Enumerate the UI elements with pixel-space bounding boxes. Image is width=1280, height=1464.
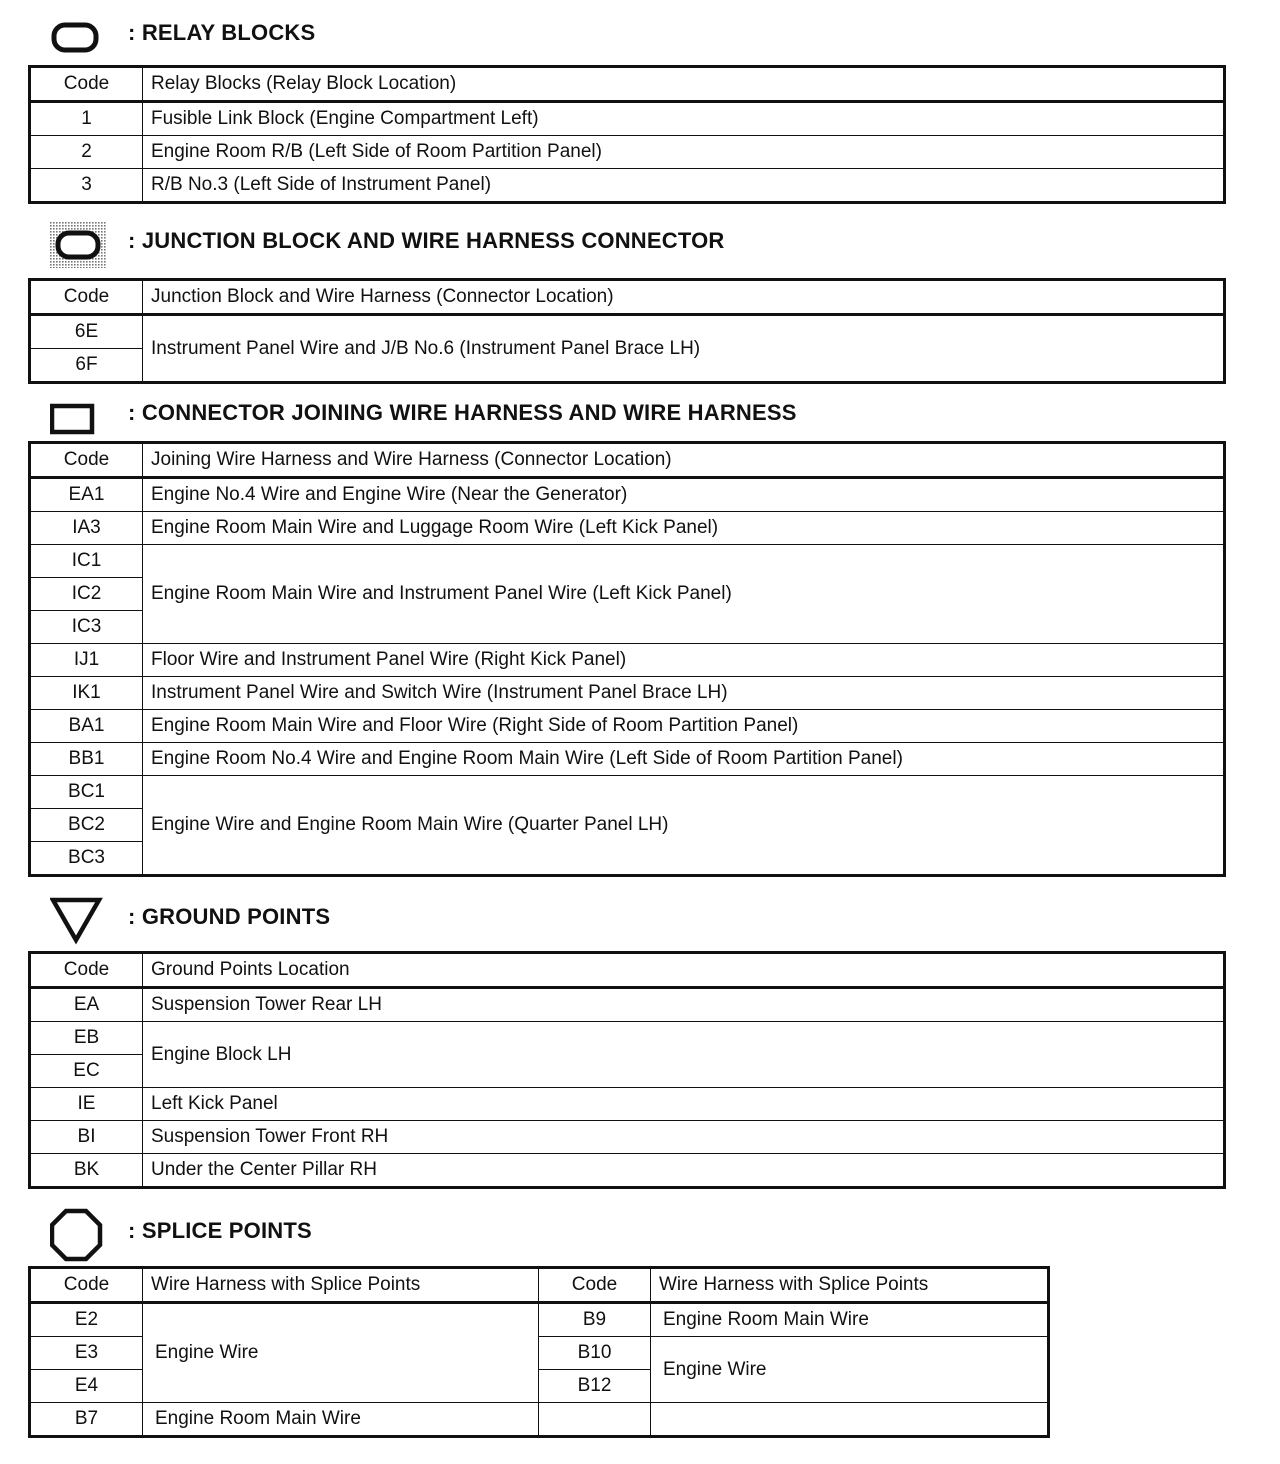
relay-blocks-heading <box>50 14 650 64</box>
code-cell: EA <box>31 988 143 1022</box>
connector-heading <box>50 398 900 448</box>
empty-cell <box>651 1403 1048 1436</box>
relay-blocks-table <box>30 67 1224 202</box>
code-cell: 1 <box>31 102 143 136</box>
code-cell: 6F <box>31 349 143 382</box>
description-column-header: Junction Block and Wire Harness (Connector Location) <box>143 281 1224 315</box>
code-cell: B9 <box>539 1303 651 1337</box>
description-column-header: Ground Points Location <box>143 954 1224 988</box>
table-row <box>31 644 1224 677</box>
description-cell: Engine Wire <box>143 1303 539 1403</box>
table-row <box>31 1088 1224 1121</box>
splice-points-heading <box>50 1208 650 1258</box>
description-cell: Left Kick Panel <box>143 1088 1224 1121</box>
code-cell: 2 <box>31 136 143 169</box>
code-cell: B7 <box>31 1403 143 1436</box>
code-cell: BC2 <box>31 809 143 842</box>
code-column-header: Code <box>31 281 143 315</box>
relay-block-symbol-icon <box>50 14 100 54</box>
table-row <box>31 776 1224 809</box>
ground-points-title: : GROUND POINTS <box>128 904 331 929</box>
code-cell: BA1 <box>31 710 143 743</box>
code-column-header: Code <box>31 444 143 478</box>
table-row <box>31 136 1224 169</box>
splice-points-table <box>30 1268 1048 1436</box>
description-cell: Engine Block LH <box>143 1022 1224 1088</box>
table-row <box>31 988 1224 1022</box>
description-cell: Suspension Tower Rear LH <box>143 988 1224 1022</box>
code-cell: IE <box>31 1088 143 1121</box>
table-row <box>31 545 1224 578</box>
table-header-row <box>31 68 1224 102</box>
description-cell: R/B No.3 (Left Side of Instrument Panel) <box>143 169 1224 202</box>
table-header-row <box>31 281 1224 315</box>
code-cell: BB1 <box>31 743 143 776</box>
code-cell: 6E <box>31 315 143 349</box>
code-cell: E3 <box>31 1337 143 1370</box>
code-cell: B10 <box>539 1337 651 1370</box>
description-cell: Suspension Tower Front RH <box>143 1121 1224 1154</box>
code-cell: IJ1 <box>31 644 143 677</box>
code-cell: IC2 <box>31 578 143 611</box>
table-row <box>31 169 1224 202</box>
description-cell: Engine Room No.4 Wire and Engine Room Main Wire (Left Side of Room Partition Panel) <box>143 743 1224 776</box>
table-row <box>31 512 1224 545</box>
connector-symbol-icon <box>50 398 100 438</box>
table-row <box>31 102 1224 136</box>
description-cell: Engine Room Main Wire <box>651 1303 1048 1337</box>
description-cell: Engine Wire <box>651 1337 1048 1403</box>
table-row <box>31 710 1224 743</box>
description-cell: Instrument Panel Wire and Switch Wire (Instrument Panel Brace LH) <box>143 677 1224 710</box>
junction-block-title: : JUNCTION BLOCK AND WIRE HARNESS CONNECTOR <box>128 228 725 253</box>
description-cell: Under the Center Pillar RH <box>143 1154 1224 1187</box>
code-cell: BC3 <box>31 842 143 875</box>
code-cell: EB <box>31 1022 143 1055</box>
description-cell: Engine Wire and Engine Room Main Wire (Quarter Panel LH) <box>143 776 1224 875</box>
code-column-header: Code <box>31 68 143 102</box>
table-row <box>31 1403 1048 1436</box>
description-cell: Instrument Panel Wire and J/B No.6 (Instrument Panel Brace LH) <box>143 315 1224 382</box>
table-row <box>31 1303 1048 1337</box>
code-cell: BC1 <box>31 776 143 809</box>
description-column-header: Relay Blocks (Relay Block Location) <box>143 68 1224 102</box>
table-row <box>31 1022 1224 1055</box>
description-column-header: Wire Harness with Splice Points <box>651 1269 1048 1303</box>
relay-blocks-title: : RELAY BLOCKS <box>128 20 316 45</box>
description-column-header: Wire Harness with Splice Points <box>143 1269 539 1303</box>
table-row <box>31 1121 1224 1154</box>
junction-block-heading <box>50 222 850 272</box>
code-cell: IC1 <box>31 545 143 578</box>
description-cell: Engine Room Main Wire and Floor Wire (Right Side of Room Partition Panel) <box>143 710 1224 743</box>
code-column-header: Code <box>31 954 143 988</box>
splice-points-title: : SPLICE POINTS <box>128 1218 312 1243</box>
table-row <box>31 315 1224 349</box>
code-column-header: Code <box>539 1269 651 1303</box>
table-row <box>31 743 1224 776</box>
ground-points-heading <box>50 896 650 946</box>
description-cell: Engine Room R/B (Left Side of Room Partition Panel) <box>143 136 1224 169</box>
description-cell: Floor Wire and Instrument Panel Wire (Right Kick Panel) <box>143 644 1224 677</box>
table-header-row <box>31 444 1224 478</box>
code-cell: IC3 <box>31 611 143 644</box>
connector-table <box>30 443 1224 875</box>
code-cell: E4 <box>31 1370 143 1403</box>
table-header-row <box>31 954 1224 988</box>
description-cell: Engine No.4 Wire and Engine Wire (Near the Generator) <box>143 478 1224 512</box>
code-cell: 3 <box>31 169 143 202</box>
code-cell: EA1 <box>31 478 143 512</box>
description-cell: Fusible Link Block (Engine Compartment Left) <box>143 102 1224 136</box>
empty-cell <box>539 1403 651 1436</box>
code-cell: IA3 <box>31 512 143 545</box>
description-cell: Engine Room Main Wire <box>143 1403 539 1436</box>
table-row <box>31 478 1224 512</box>
code-cell: EC <box>31 1055 143 1088</box>
code-cell: IK1 <box>31 677 143 710</box>
code-cell: E2 <box>31 1303 143 1337</box>
splice-point-symbol-icon <box>50 1208 106 1264</box>
ground-points-table <box>30 953 1224 1187</box>
code-column-header: Code <box>31 1269 143 1303</box>
table-row <box>31 1154 1224 1187</box>
connector-title: : CONNECTOR JOINING WIRE HARNESS AND WIRE HARNESS <box>128 400 797 425</box>
junction-block-symbol-icon <box>50 222 110 272</box>
ground-point-symbol-icon <box>50 896 106 946</box>
code-cell: B12 <box>539 1370 651 1403</box>
description-cell: Engine Room Main Wire and Luggage Room Wire (Left Kick Panel) <box>143 512 1224 545</box>
code-cell: BK <box>31 1154 143 1187</box>
table-header-row <box>31 1269 1048 1303</box>
description-column-header: Joining Wire Harness and Wire Harness (Connector Location) <box>143 444 1224 478</box>
table-row <box>31 677 1224 710</box>
code-cell: BI <box>31 1121 143 1154</box>
description-cell: Engine Room Main Wire and Instrument Panel Wire (Left Kick Panel) <box>143 545 1224 644</box>
junction-block-table <box>30 280 1224 382</box>
